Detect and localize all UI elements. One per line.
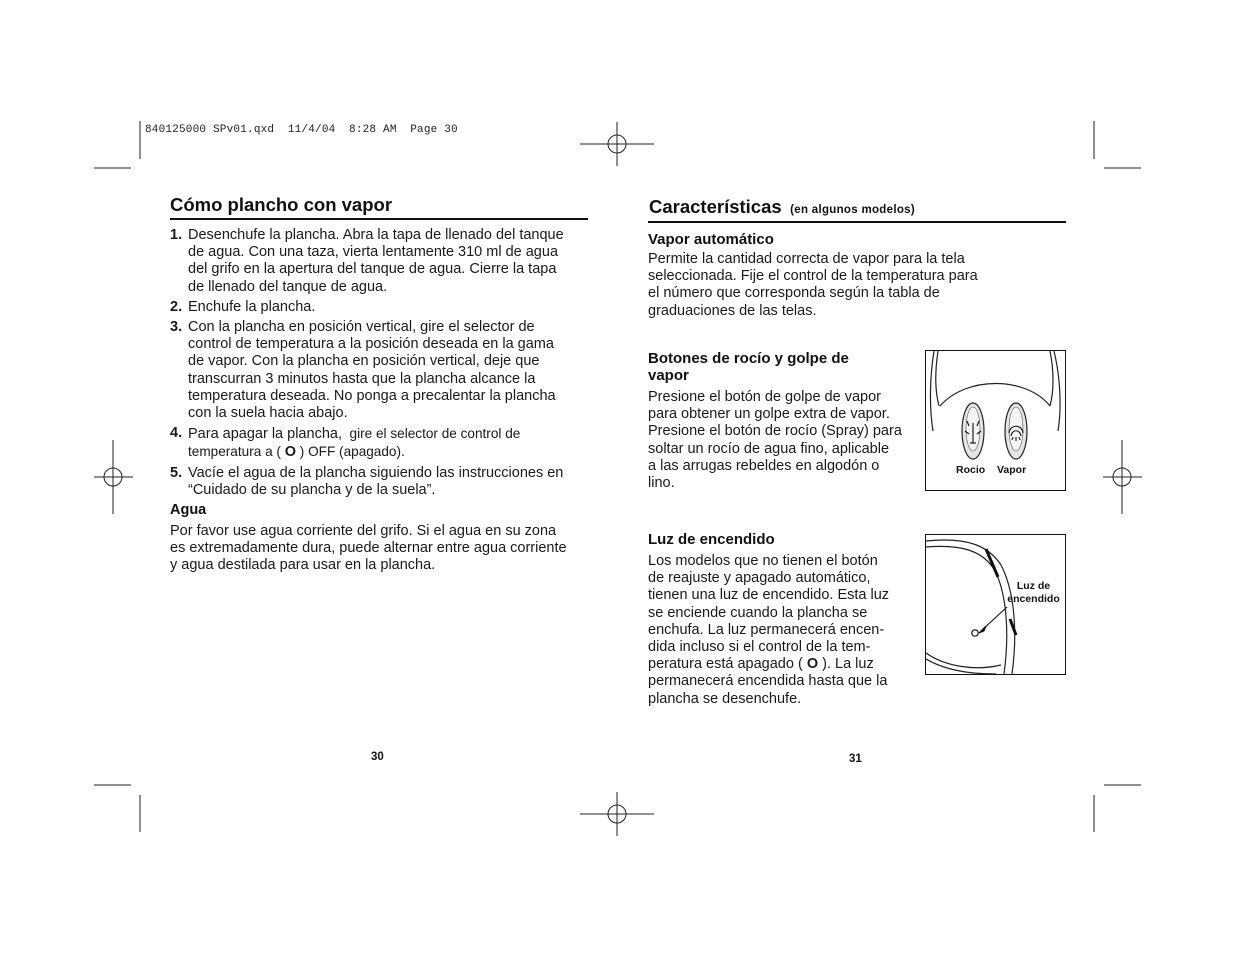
- registration-mark-bottom: [580, 792, 654, 836]
- paragraph-line: Permite la cantidad correcta de vapor para la tela: [648, 251, 965, 267]
- iron-body-outline: [926, 540, 1015, 674]
- vapor-automatico-title: Vapor automático: [648, 231, 774, 248]
- iron-base-curve: [926, 653, 1001, 668]
- step-2: [170, 299, 590, 316]
- registration-mark-top: [580, 122, 654, 166]
- step-1: [170, 227, 590, 296]
- label-rocio: Rocio: [956, 464, 986, 476]
- agua-heading: Agua: [170, 502, 207, 518]
- paragraph-line: para obtener un golpe extra de vapor.: [648, 406, 890, 423]
- paragraph-text: peratura está apagado (: [648, 656, 803, 673]
- spray-button-shape: [962, 403, 984, 459]
- steam-ironing-steps: [170, 227, 590, 502]
- printer-slug: 840125000 SPv01.qxd 11/4/04 8:28 AM Page 30: [145, 124, 458, 136]
- title-line: Botones de rocío y golpe de: [648, 350, 849, 367]
- step-text-small: gire el selector de control de: [341, 426, 521, 442]
- botones-paragraph: [648, 389, 918, 492]
- step-text-line: Enchufe la plancha.: [188, 298, 316, 315]
- page-number-left: 30: [371, 751, 384, 763]
- step-text-line: de llenado del tanque de agua.: [188, 278, 388, 295]
- step-number: 1.: [170, 227, 183, 243]
- step-text-line: Con la plancha en posición vertical, gire el selector de: [188, 319, 535, 336]
- paragraph-line: es extremadamente dura, puede alternar entre agua corriente: [170, 540, 567, 557]
- paragraph-line: tienen una luz de encendido. Esta luz: [648, 587, 890, 604]
- registration-mark-left: [94, 440, 133, 514]
- paragraph-line: seleccionada. Fije el control de la temperatura para: [648, 268, 978, 285]
- luz-title: Luz de encendido: [648, 531, 775, 548]
- step-text-line: temperatura deseada. No ponga a precalentar la plancha: [188, 387, 556, 404]
- step-text-line: control de temperatura a la posición deseada en la gama: [188, 336, 554, 353]
- power-light-indicator: [972, 630, 978, 636]
- left-heading-rule: [170, 218, 588, 220]
- step-number: 2.: [170, 298, 183, 315]
- paragraph-line: plancha se desenchufe.: [648, 690, 802, 707]
- step-text-line: con la suela hacia abajo.: [188, 405, 348, 422]
- paragraph-line: [648, 656, 918, 673]
- paragraph-line: Por favor use agua corriente del grifo. Si el agua en su zona: [170, 523, 557, 539]
- features-heading-note: (en algunos modelos): [790, 204, 915, 216]
- left-page-heading: Cómo plancho con vapor: [170, 194, 393, 215]
- label-line: encendido: [1007, 592, 1060, 605]
- paragraph-line: a las arrugas rebeldes en algodón o: [648, 457, 880, 474]
- step-text-line: [188, 443, 590, 461]
- botones-title: [648, 351, 849, 384]
- paragraph-line: el número que corresponda según la tabla de: [648, 285, 940, 302]
- paragraph-line: de reajuste y apagado automático,: [648, 570, 871, 587]
- paragraph-line: Los modelos que no tienen el botón: [648, 553, 878, 569]
- luz-paragraph: [648, 553, 918, 708]
- step-text-line: del grifo en la apertura del tanque de agua. Cierre la tapa: [188, 261, 557, 278]
- step-text-line: Vacíe el agua de la plancha siguiendo las instrucciones en: [188, 464, 564, 481]
- buttons-illustration: [925, 350, 1066, 491]
- paragraph-line: Presione el botón de golpe de vapor: [648, 389, 881, 405]
- label-line: Luz de: [1016, 580, 1051, 592]
- step-number: 5.: [170, 464, 183, 481]
- step-text: Para apagar la plancha,: [188, 426, 342, 443]
- registration-mark-right: [1103, 440, 1142, 514]
- paragraph-line: y agua destilada para usar en la plancha.: [170, 557, 436, 574]
- paragraph-line: Presione el botón de rocío (Spray) para: [648, 423, 902, 440]
- vapor-automatico-paragraph: [648, 251, 1028, 320]
- paragraph-line: se enciende cuando la plancha se: [648, 604, 868, 621]
- off-symbol: O: [806, 656, 819, 673]
- label-vapor: Vapor: [997, 464, 1027, 476]
- paragraph-line: graduaciones de las telas.: [648, 302, 817, 319]
- paragraph-line: soltar un rocío de agua fino, aplicable: [648, 440, 890, 457]
- step-text-line: Desenchufe la plancha. Abra la tapa de llenado del tanque: [188, 227, 564, 243]
- step-text: ) OFF (apagado).: [299, 444, 405, 460]
- steam-button-shape: [1005, 403, 1027, 459]
- label-luz-encendido: [1006, 580, 1061, 605]
- pointer-arrow: [979, 607, 1007, 633]
- off-symbol: O: [284, 444, 296, 461]
- step-4: [170, 425, 590, 461]
- paragraph-line: permanecerá encendida hasta que la: [648, 673, 888, 690]
- step-text-line: “Cuidado de su plancha y de la suela”.: [188, 481, 436, 498]
- iron-outline-left: [930, 351, 934, 431]
- right-page-heading: [649, 197, 915, 218]
- step-text-line: de vapor. Con la plancha en posición vertical, deje que: [188, 353, 540, 370]
- step-text: temperatura a (: [188, 444, 281, 460]
- paragraph-line: lino.: [648, 475, 675, 492]
- page-number-right: 31: [849, 753, 862, 765]
- step-number: 4.: [170, 425, 183, 442]
- iron-outline-right: [1054, 351, 1060, 431]
- step-text-line: transcurran 3 minutos hasta que la plancha alcance la: [188, 370, 536, 387]
- buttons-drawing: [926, 351, 1065, 490]
- right-heading-rule: [648, 221, 1066, 223]
- paragraph-line: dida incluso si el control de la tem-: [648, 639, 871, 656]
- step-5: [170, 465, 590, 499]
- title-line: vapor: [648, 366, 689, 384]
- step-text-line: de agua. Con una taza, vierta lentamente 310 ml de agua: [188, 244, 559, 261]
- paragraph-text: ). La luz: [822, 656, 874, 673]
- agua-paragraph: [170, 523, 595, 575]
- step-number: 3.: [170, 319, 183, 336]
- step-text-line: [188, 425, 590, 443]
- step-3: [170, 319, 590, 422]
- button-panel-curve: [940, 384, 1050, 407]
- features-heading: Características: [649, 196, 782, 217]
- power-light-illustration: [925, 534, 1066, 675]
- paragraph-line: enchufa. La luz permanecerá encen-: [648, 621, 885, 638]
